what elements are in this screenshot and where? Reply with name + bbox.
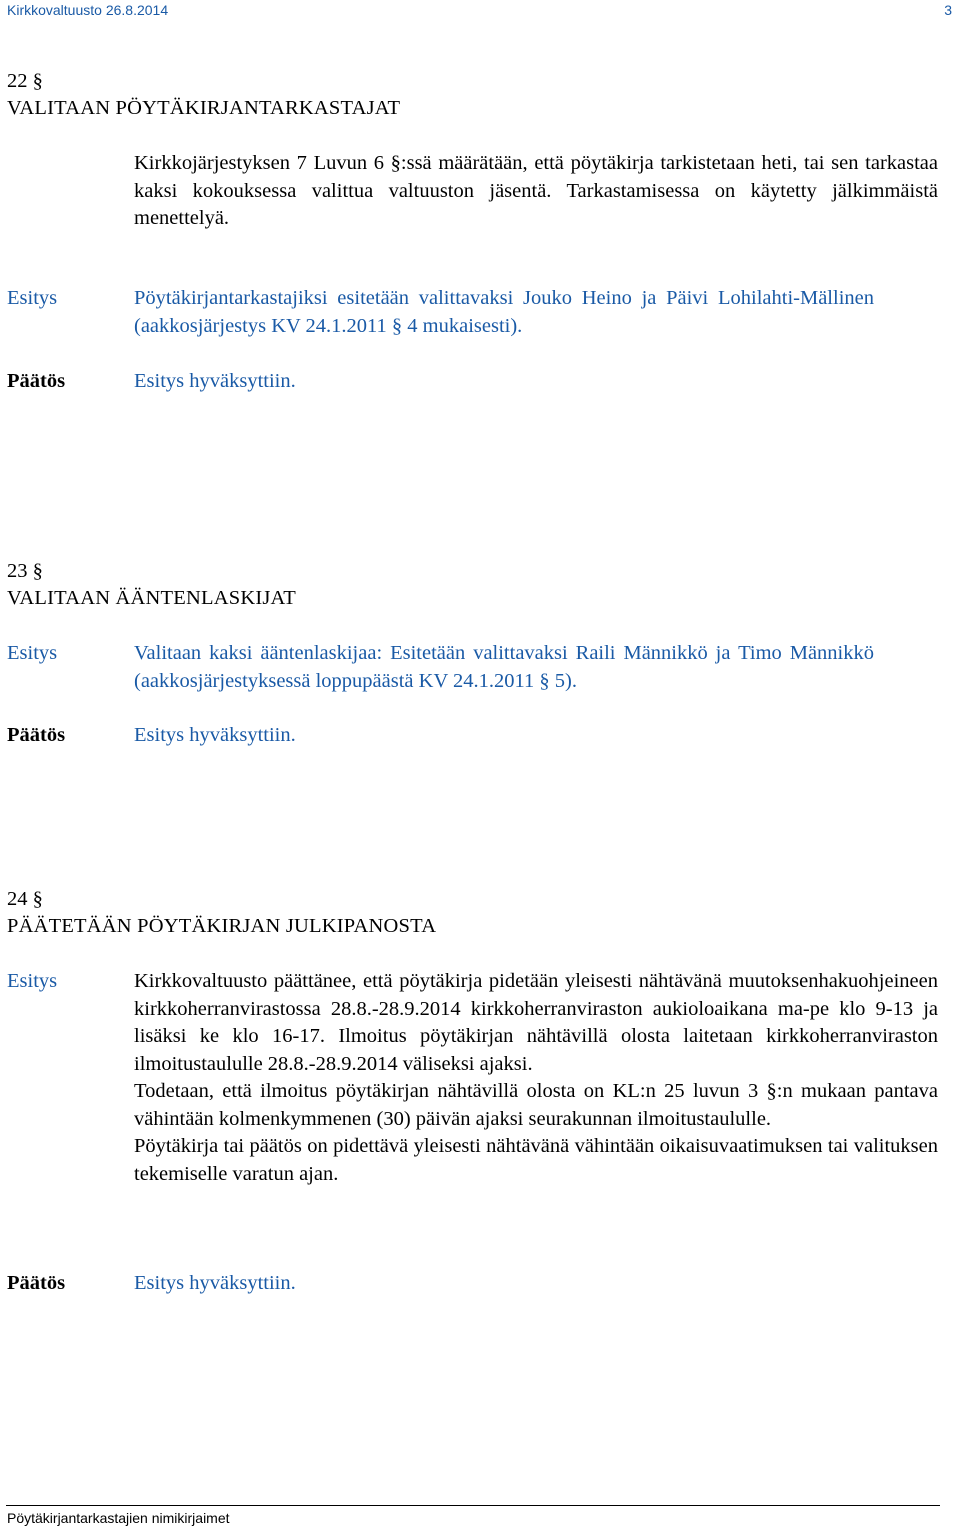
section-23-paatos-label: Päätös xyxy=(7,724,66,746)
header-title: Kirkkovaltuusto 26.8.2014 xyxy=(7,2,169,18)
section-24-paatos: Esitys hyväksyttiin. xyxy=(134,1272,296,1294)
section-22-paatos-label: Päätös xyxy=(7,370,66,392)
section-24-esitys-paragraph-3: Pöytäkirja tai päätös on pidettävä yleisesti nähtävänä vähintään oikaisuvaatimuksen tai valituksen tekemiselle varatun ajan. xyxy=(134,1135,938,1185)
section-24-title: PÄÄTETÄÄN PÖYTÄKIRJAN JULKIPANOSTA xyxy=(7,915,437,937)
section-22-number: 22 § xyxy=(7,70,43,92)
section-24-paatos-label: Päätös xyxy=(7,1272,66,1294)
section-23-esitys-label: Esitys xyxy=(7,642,58,664)
section-24-number: 24 § xyxy=(7,888,43,910)
section-23-title: VALITAAN ÄÄNTENLASKIJAT xyxy=(7,587,296,609)
footer-divider xyxy=(6,1505,940,1506)
section-22-paatos: Esitys hyväksyttiin. xyxy=(134,370,296,392)
section-22-title: VALITAAN PÖYTÄKIRJANTARKASTAJAT xyxy=(7,97,401,119)
section-24-esitys-paragraph-2: Todetaan, että ilmoitus pöytäkirjan nähtävillä olosta on KL:n 25 luvun 3 §:n mukaan pantava vähintään kolmenkymmenen (30) päivän ajaksi seurakunnan ilmoitustaululle. xyxy=(134,1080,938,1130)
section-24-esitys-paragraph-1: Kirkkovaltuusto päättänee, että pöytäkirja pidetään yleisesti nähtävänä muutoksenhakuohjeineen kirkkoherranvirastossa 28.8.-28.9.2014 kirkkoherranviraston aukioloaikana ma-pe klo 9-13 ja lisäksi ke klo 16-17. Ilmoitus pöytäkirjan nähtävillä olosta laitetaan kirkkoherranviraston ilmoitustaululle 28.8.-28.9.2014 väliseksi ajaksi. xyxy=(134,970,938,1075)
section-23-number: 23 § xyxy=(7,560,43,582)
section-23-paatos: Esitys hyväksyttiin. xyxy=(134,724,296,746)
section-22-esitys xyxy=(134,285,874,340)
header-page-number: 3 xyxy=(944,2,952,18)
section-22-esitys-text: Pöytäkirjantarkastajiksi esitetään valittavaksi Jouko Heino ja Päivi Lohilahti-Mällinen (aakkosjärjestys KV 24.1.2011 § 4 mukaisesti). xyxy=(134,287,874,337)
section-23-esitys xyxy=(134,640,874,695)
footer-initials-label: Pöytäkirjantarkastajien nimikirjaimet xyxy=(7,1510,230,1526)
section-22-intro xyxy=(134,150,938,233)
section-22-esitys-label: Esitys xyxy=(7,287,58,309)
section-22-intro-text: Kirkkojärjestyksen 7 Luvun 6 §:ssä määrätään, että pöytäkirja tarkistetaan heti, tai sen tarkastaa kaksi kokouksessa valittua valtuuston jäsentä. Tarkastamisessa on käytetty jälkimmäistä menettelyä. xyxy=(134,152,938,229)
section-24-esitys xyxy=(134,968,938,1188)
section-24-esitys-label: Esitys xyxy=(7,970,58,992)
section-23-esitys-text: Valitaan kaksi ääntenlaskijaa: Esitetään valittavaksi Raili Männikkö ja Timo Männikkö (aakkosjärjestyksessä loppupäästä KV 24.1.2011 § 5). xyxy=(134,642,874,692)
